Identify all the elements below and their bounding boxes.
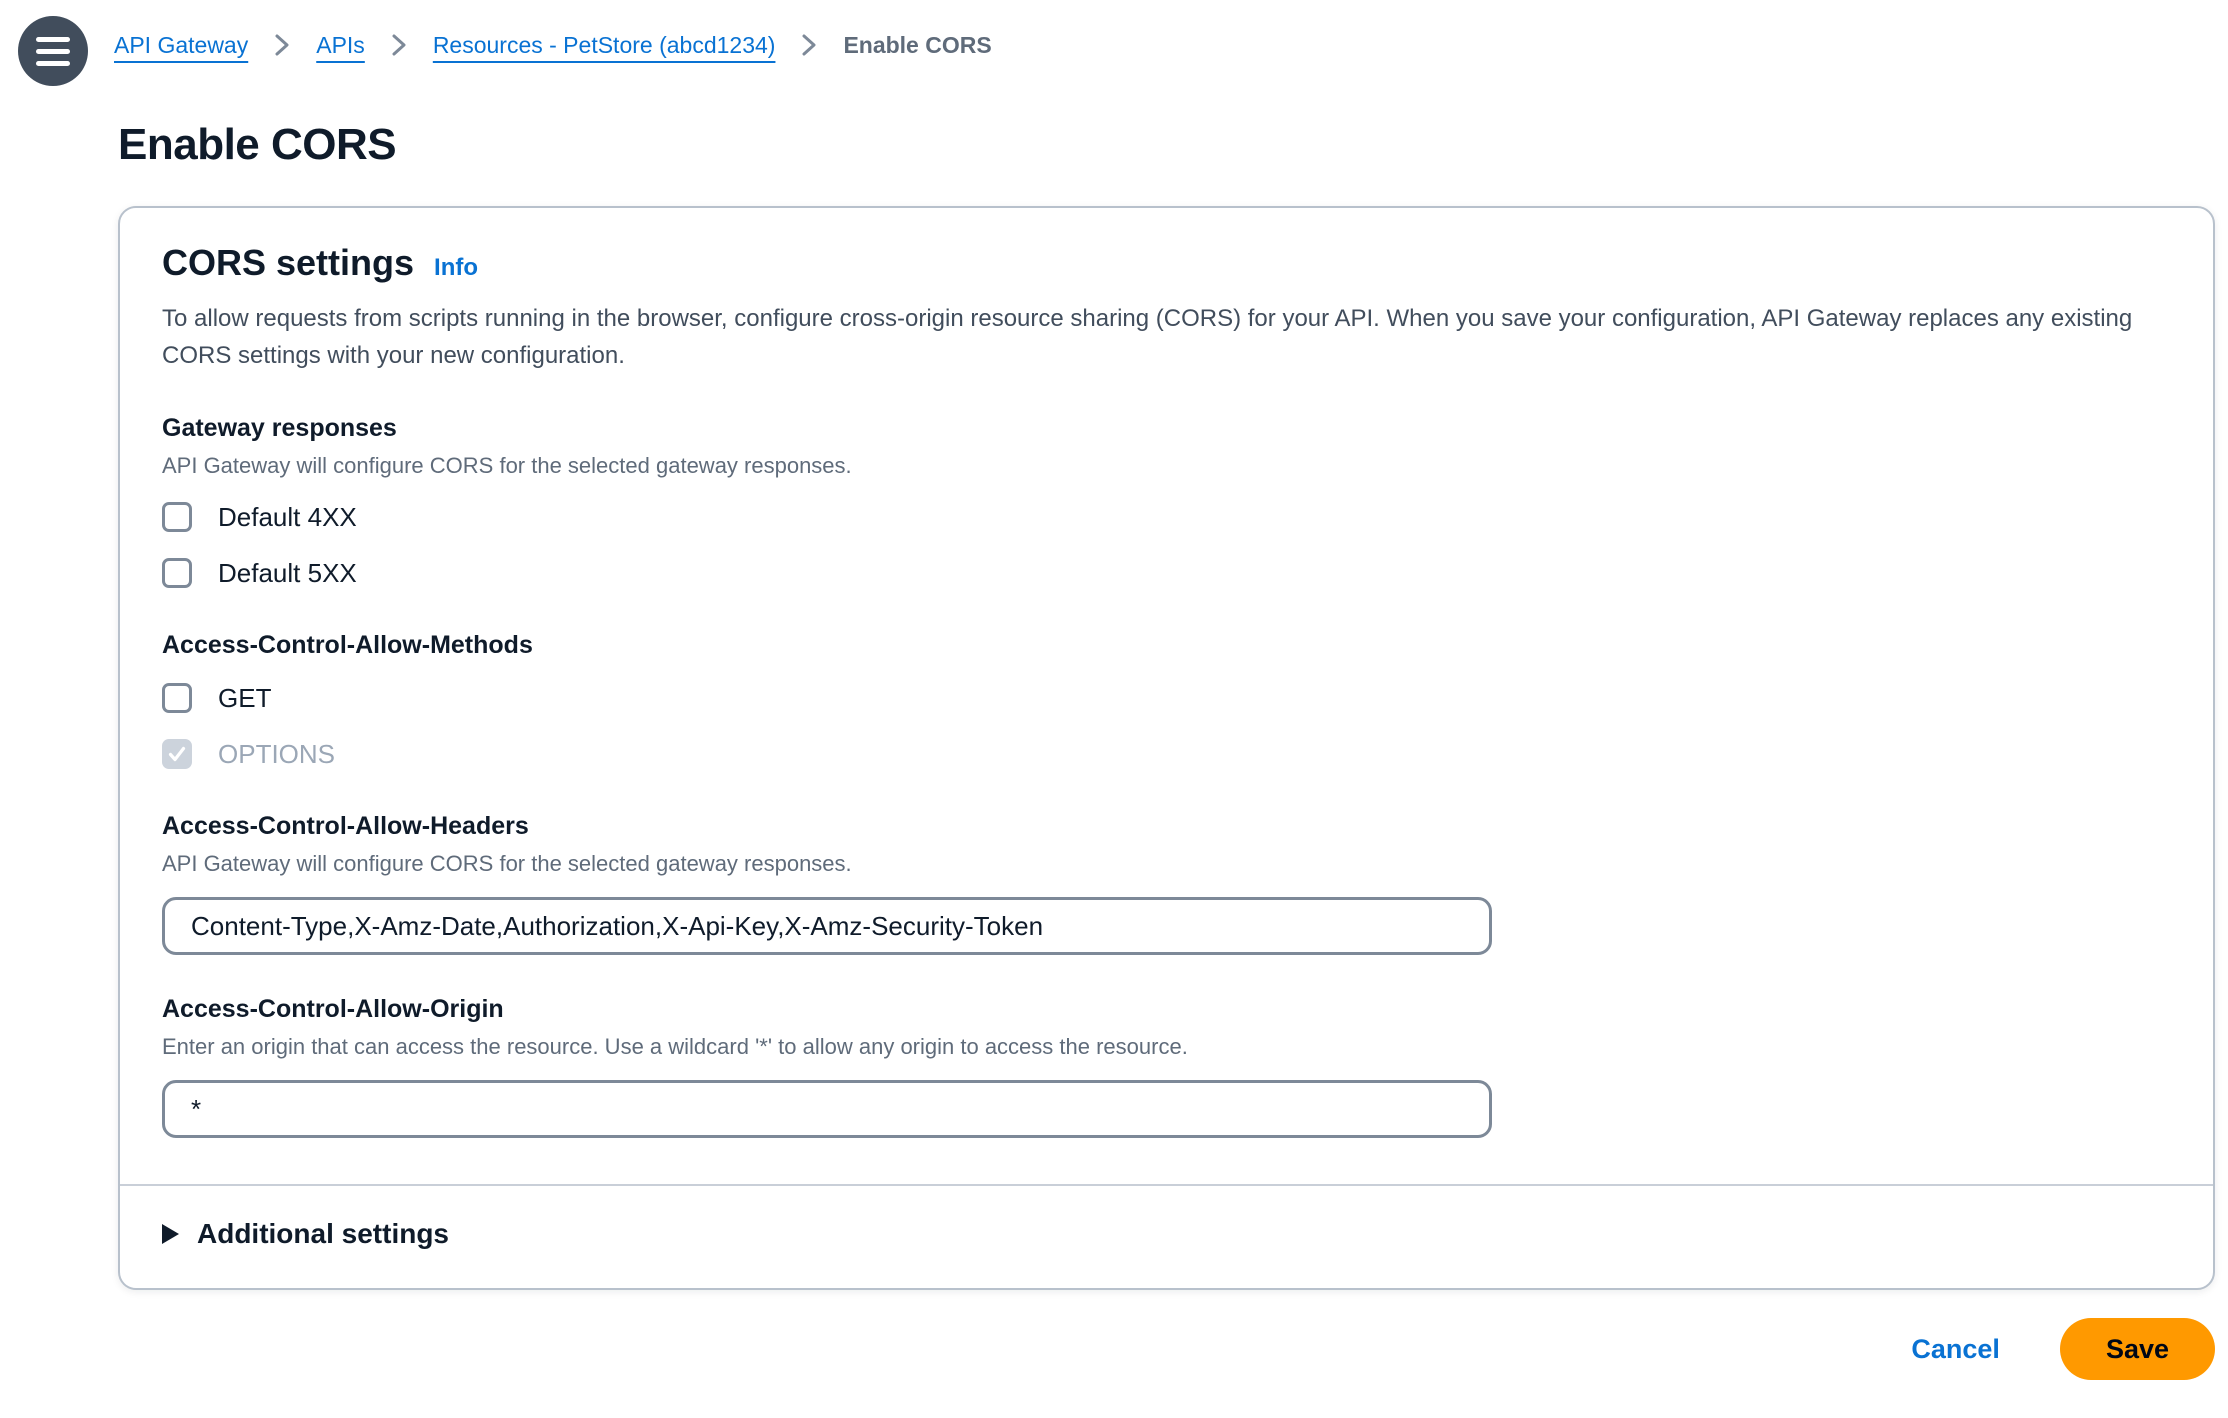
- info-link[interactable]: Info: [434, 254, 479, 281]
- page-title: Enable CORS: [118, 120, 397, 169]
- allow-headers-description: API Gateway will configure CORS for the selected gateway responses.: [162, 851, 852, 877]
- breadcrumb-link-apis[interactable]: APIs: [316, 31, 365, 58]
- checkbox-options: [162, 736, 2171, 772]
- checkbox-label: Default 4XX: [218, 501, 357, 532]
- chevron-right-icon: [389, 30, 409, 60]
- checkbox-checked-icon: [162, 739, 192, 769]
- cancel-button[interactable]: Cancel: [1911, 1333, 2000, 1364]
- checkbox-label: OPTIONS: [218, 738, 336, 769]
- chevron-right-icon: [272, 30, 292, 60]
- checkbox-icon: [162, 558, 192, 588]
- additional-settings-expander[interactable]: [120, 1186, 2213, 1288]
- gateway-responses-description: API Gateway will configure CORS for the selected gateway responses.: [162, 453, 852, 479]
- allow-headers-input[interactable]: [162, 897, 1492, 955]
- cors-settings-card: [118, 206, 2215, 1290]
- checkbox-icon: [162, 683, 192, 713]
- chevron-right-icon: [799, 30, 819, 60]
- breadcrumb-row: [0, 0, 2228, 86]
- gateway-responses-field: [162, 414, 2171, 591]
- checkbox-label: Default 5XX: [218, 557, 357, 588]
- allow-origin-input[interactable]: [162, 1080, 1492, 1138]
- allow-origin-description: Enter an origin that can access the resource. Use a wildcard '*' to allow any origin to access the resource.: [162, 1034, 1188, 1060]
- card-description: To allow requests from scripts running in the browser, configure cross-origin resource sharing (CORS) for your API. When you save your configuration, API Gateway replaces any existing CORS settings with your new configuration.: [162, 305, 2133, 370]
- checkbox-default-4xx[interactable]: [162, 499, 2171, 535]
- breadcrumb: [114, 30, 992, 60]
- save-button[interactable]: Save: [2060, 1318, 2215, 1380]
- allow-headers-label: Access-Control-Allow-Headers: [162, 812, 529, 841]
- menu-button[interactable]: [18, 16, 88, 86]
- checkbox-icon: [162, 502, 192, 532]
- allow-methods-label: Access-Control-Allow-Methods: [162, 631, 533, 660]
- allow-origin-field: [162, 995, 2171, 1138]
- checkbox-default-5xx[interactable]: [162, 555, 2171, 591]
- checkbox-label: GET: [218, 682, 272, 713]
- breadcrumb-link-api-gateway[interactable]: API Gateway: [114, 31, 249, 58]
- card-header: [162, 242, 2171, 284]
- allow-headers-field: [162, 812, 2171, 955]
- additional-settings-label: Additional settings: [197, 1218, 449, 1250]
- footer-actions: [1911, 1318, 2215, 1380]
- allow-origin-label: Access-Control-Allow-Origin: [162, 995, 504, 1024]
- card-title: CORS settings: [162, 242, 415, 283]
- gateway-responses-label: Gateway responses: [162, 414, 397, 443]
- cors-settings-card-body: [120, 208, 2213, 1184]
- expand-triangle-icon: [162, 1224, 179, 1244]
- breadcrumb-link-resources-petstore[interactable]: Resources - PetStore (abcd1234): [432, 31, 776, 58]
- hamburger-menu-icon: [36, 37, 70, 66]
- breadcrumb-current-enable-cors: Enable CORS: [843, 31, 992, 58]
- allow-methods-field: [162, 631, 2171, 772]
- checkbox-get[interactable]: [162, 680, 2171, 716]
